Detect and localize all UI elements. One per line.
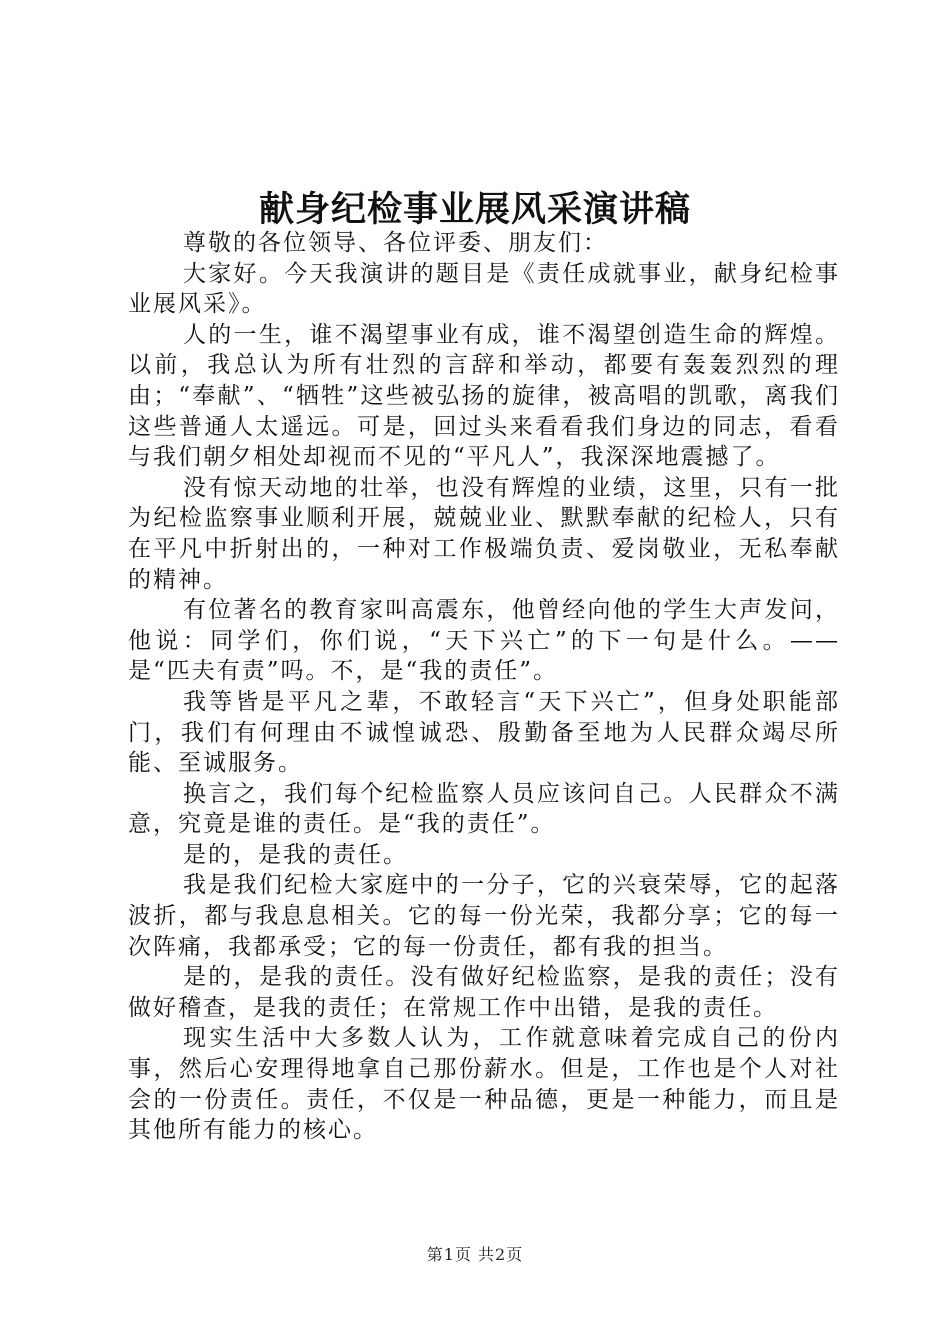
body-paragraph: 大家好。今天我演讲的题目是《责任成就事业，献身纪检事业展风采》。 [128, 260, 840, 318]
body-paragraph: 有位著名的教育家叫高震东，他曾经向他的学生大声发问，他说：同学们，你们说，“天下兴亡”的下一句是什么。——是“匹夫有责”吗。不，是“我的责任”。 [128, 597, 840, 685]
body-paragraph: 是的，是我的责任。没有做好纪检监察，是我的责任；没有做好稽查，是我的责任；在常规工作中出错，是我的责任。 [128, 964, 840, 1021]
body-paragraph: 是的，是我的责任。 [183, 841, 408, 868]
body-paragraph: 换言之，我们每个纪检监察人员应该问自己。人民群众不满意，究竟是谁的责任。是“我的责任”。 [128, 780, 840, 838]
salutation-paragraph: 尊敬的各位领导、各位评委、朋友们： [183, 230, 608, 256]
page-number-footer: 第1页 共2页 [426, 1245, 524, 1264]
body-paragraph: 我等皆是平凡之辈，不敢轻言“天下兴亡”，但身处职能部门，我们有何理由不诚惶诚恐、殷勤备至地为人民群众竭尽所能、至诚服务。 [128, 688, 840, 777]
body-paragraph: 现实生活中大多数人认为，工作就意味着完成自己的份内事，然后心安理得地拿自己那份薪水。但是，工作也是个人对社会的一份责任。责任，不仅是一种品德，更是一种能力，而且是其他所有能力的核心。 [128, 1025, 840, 1144]
document-title: 献身纪检事业展风采演讲稿 [258, 189, 691, 230]
body-paragraph: 我是我们纪检大家庭中的一分子，它的兴衰荣辱，它的起落波折，都与我息息相关。它的每一份光荣，我都分享；它的每一次阵痛，我都承受；它的每一份责任，都有我的担当。 [128, 872, 840, 960]
document-body [128, 228, 840, 1146]
body-paragraph: 人的一生，谁不渴望事业有成，谁不渴望创造生命的辉煌。以前，我总认为所有壮烈的言辞和举动，都要有轰轰烈烈的理由；“奉献”、“牺牲”这些被弘扬的旋律，被高唱的凯歌，离我们这些普通人太遥远。可是，回过头来看看我们身边的同志，看看与我们朝夕相处却视而不见的“平凡人”，我深深地震撼了。 [128, 321, 840, 471]
body-paragraph: 没有惊天动地的壮举，也没有辉煌的业绩，这里，只有一批为纪检监察事业顺利开展，兢兢业业、默默奉献的纪检人，只有在平凡中折射出的，一种对工作极端负责、爱岗敬业，无私奉献的精神。 [128, 474, 840, 593]
